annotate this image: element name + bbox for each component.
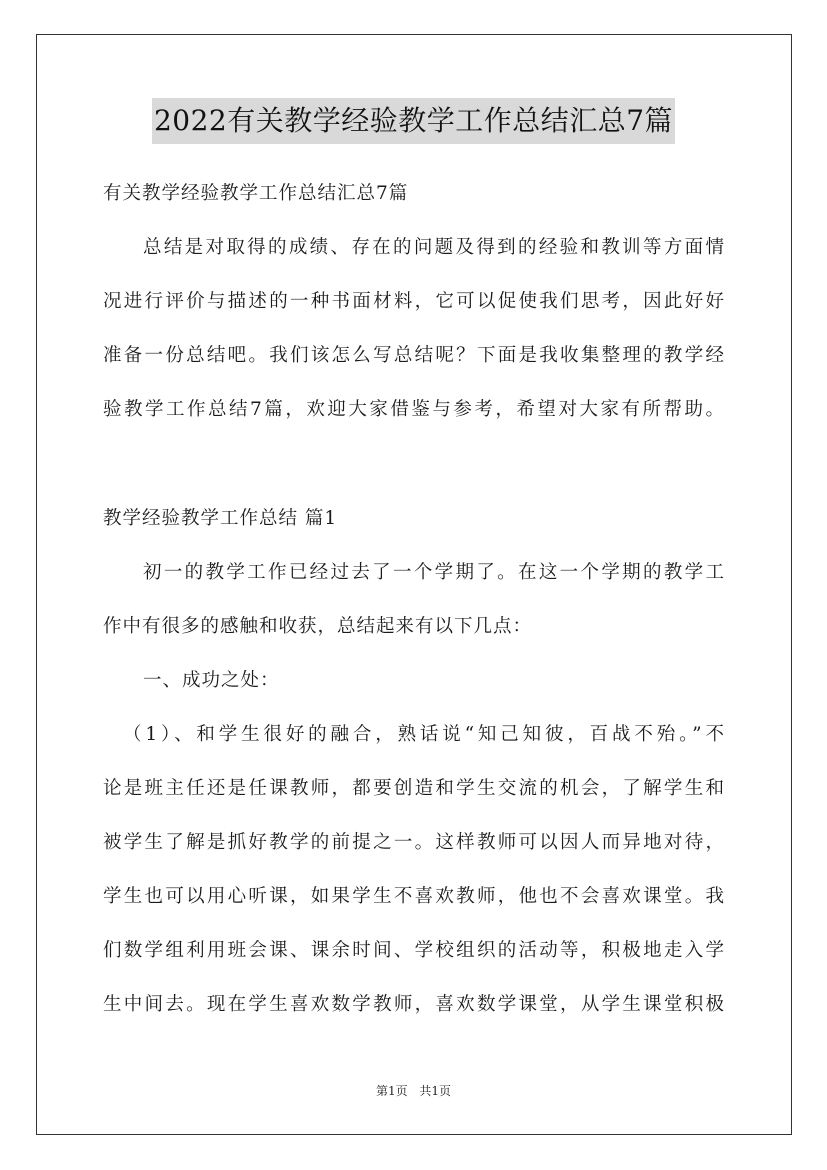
title-container — [0, 98, 827, 144]
paragraph-line: 论是班主任还是任课教师，都要创造和学生交流的机会，了解学生和 — [103, 778, 725, 799]
paragraph-line: 初一的教学工作已经过去了一个学期了。在这一个学期的教学工 — [143, 562, 725, 583]
paragraph-line: （1）、和学生很好的融合，熟话说“知己知彼，百战不殆。”不 — [123, 724, 725, 745]
page-footer — [0, 1082, 827, 1100]
paragraph-line: 被学生了解是抓好教学的前提之一。这样教师可以因人而异地对待， — [103, 832, 725, 853]
document-title: 2022有关教学经验教学工作总结汇总7篇 — [152, 98, 675, 144]
document-subtitle: 有关教学经验教学工作总结汇总7篇 — [103, 183, 409, 204]
intro-line: 总结是对取得的成绩、存在的问题及得到的经验和教训等方面情 — [143, 237, 725, 258]
paragraph-line: 作中有很多的感触和收获，总结起来有以下几点： — [103, 616, 533, 637]
intro-line: 准备一份总结吧。我们该怎么写总结呢？下面是我收集整理的教学经 — [103, 345, 725, 366]
page-total: 共1页 — [419, 1084, 452, 1098]
page-number: 第1页 — [375, 1084, 408, 1098]
point-heading: 一、成功之处： — [143, 670, 280, 691]
intro-line: 况进行评价与描述的一种书面材料，它可以促使我们思考，因此好好 — [103, 291, 725, 312]
section-heading: 教学经验教学工作总结 篇1 — [103, 508, 338, 529]
paragraph-line: 学生也可以用心听课，如果学生不喜欢教师，他也不会喜欢课堂。我 — [103, 886, 725, 907]
intro-line: 验教学工作总结7篇，欢迎大家借鉴与参考，希望对大家有所帮助。 — [103, 399, 725, 420]
paragraph-line: 们数学组利用班会课、课余时间、学校组织的活动等，积极地走入学 — [103, 940, 725, 961]
paragraph-line: 生中间去。现在学生喜欢数学教师，喜欢数学课堂，从学生课堂积极 — [103, 994, 725, 1015]
